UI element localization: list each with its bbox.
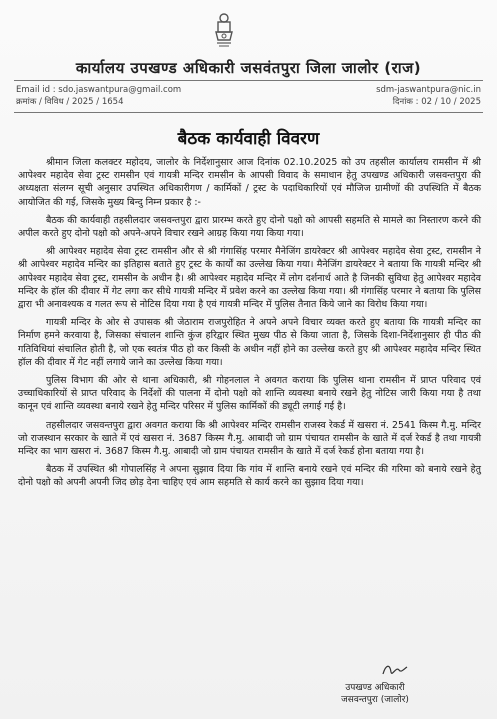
paragraph: श्रीमान जिला कलक्टर महोदय, जालोर के निर्देशानुसार आज दिनांक 02.10.2025 को उप तहसील कार्यालय रामसीन में श्री आपेश्वर महादेव सेवा ट्रस्ट रामसीन एवं गायत्री मन्दिर रामसीन के आपसी विवाद के समाधान हेतु उपखण्ड अधिकारी जसवन्तपुरा की अध्यक्षता संलग्न सूची अनुसार उपस्थित अधिकारीगण / कार्मिकों / ट्रस्ट के पदाधिकारियों एवं मौजिज ग्रामीणों की उपस्थिति में बैठक आयोजित की गई, जिसके मुख्य बिन्दु निम्न प्रकार है :-	[18, 157, 481, 208]
paragraph: गायत्री मन्दिर के ओर से उपासक श्री जेठाराम राजपुरोहित ने अपने अपने विचार व्यक्त करते हुए बताया कि गायत्री मन्दिर का निर्माण हमने करवाया है, जिसका संचालन शान्ति कुंज हरिद्वार स्थित मुख्य पीठ से किया जाता है, जिसके दिशा-निर्देशानुसार ही पीठ की गतिविधियां संचालित होती है, जो एक स्वतंत्र पीठ हो कर किसी के अधीन नहीं होने का उल्लेख करते हुए श्री आपेश्वर महादेव मन्दिर स्थित हॉल की दीवार में गेट नहीं लगाये जाने का उल्लेख किया गया।	[18, 317, 481, 368]
header-divider-top	[14, 80, 483, 81]
signature-block	[300, 682, 450, 706]
paragraph: तहसीलदार जसवन्तपुरा द्वारा अवगत कराया कि श्री आपेश्वर मन्दिर रामसीन राजस्व रेकर्ड में खसरा नं. 2541 किस्म गै.मु. मन्दिर जो राजस्थान सरकार के खाते में एवं खसरा नं. 3687 किस्म गै.मु. आबादी जो ग्राम पंचायत रामसीन के खाते में दर्ज रेकर्ड है तथा गायत्री मन्दिर का भाग खसरा नं. 3687 किस्म गै.मु. आबादी जो ग्राम पंचायत रामसीन के खाते में दर्ज रेकर्ड होना बताया गया है।	[18, 419, 481, 458]
paragraph: बैठक में उपस्थित श्री गोपालसिंह ने अपना सुझाव दिया कि गांव में शान्ति बनाये रखने एवं मन्दिर की गरिमा को बनाये रखने हेतु दोनो पक्षो को अपनी अपनी जिद छोड़ देना चाहिए एवं आम सहमति से कार्य करने का सुझाव दिया गया।	[18, 464, 481, 489]
header-meta-right	[376, 84, 481, 108]
order-number: क्रमांक / विविध / 2025 / 1654	[16, 97, 124, 107]
paragraph: पुलिस विभाग की ओर से थाना अधिकारी, श्री गोहनलाल ने अवगत कराया कि पुलिस थाना रामसीन में प्राप्त परिवाद एवं उच्चाधिकारियों से प्राप्त परिवाद के निर्देशों की पालना में दोनो पक्षो को शान्ति व्यवस्था बनाये रखने हेतु नोटिस जारी किया गया है तथा कानून एवं शान्ति व्यवस्था बनाये रखने हेतु मन्दिर परिसर में पुलिस कार्मिकों की ड्यूटी लगाई गई है।	[18, 375, 481, 413]
header-meta-left	[16, 84, 181, 108]
office-email: Email id : sdo.jaswantpura@gmail.com	[16, 85, 182, 95]
issue-date: दिनांक : 02 / 10 / 2025	[392, 97, 481, 107]
document-heading: बैठक कार्यवाही विवरण	[177, 129, 320, 149]
nic-email: sdm-jaswantpura@nic.in	[376, 85, 481, 95]
signature-icon	[380, 660, 410, 680]
signer-place: जसवन्तपुरा (जालोर)	[341, 695, 409, 705]
signer-designation: उपखण्ड अधिकारी	[345, 683, 405, 693]
paragraph: श्री आपेश्वर महादेव सेवा ट्रस्ट रामसीन और से श्री गंगासिंह परमार मैनेजिंग डायरेक्टर श्री आपेश्वर महादेव सेवा ट्रस्ट, रामसीन ने श्री आपेश्वर महादेव मन्दिर का इतिहास बताते हुए ट्रस्ट के कार्यों का उल्लेख किया गया। मैनेजिंग डायरेक्टर ने बताया कि गायत्री मन्दिर श्री आपेश्वर महादेव सेवा ट्रस्ट, रामसीन के अधीन है। श्री आपेश्वर महादेव मन्दिर में लोग दर्शनार्थ आते है जिनकी सुविधा हेतु आपेश्वर महादेव मन्दिर के हॉल की दीवार में गेट लगा कर सीधे गायत्री मन्दिर में प्रवेश करने का उल्लेख किया गया। श्री गंगासिंह परमार ने बताया कि पुलिस द्वारा भी अनावश्यक व गलत रूप से नोटिस दिया गया है एवं गायत्री मन्दिर में पुलिस तैनात किये जाने का विरोध किया गया।	[18, 246, 481, 311]
office-title: कार्यालय उपखण्ड अधिकारी जसवंतपुरा जिला जालोर (राज)	[75, 59, 422, 77]
ashoka-emblem-icon	[207, 12, 241, 56]
paragraph: बैठक की कार्यवाही तहसीलदार जसवन्तपुरा द्वारा प्रारम्भ करते हुए दोनो पक्षो को आपसी सहमति से मामले का निस्तारण करने की अपील करते हुए दोनो पक्षो को अपने-अपने विचार रखने आग्रह किया गया किया गया।	[18, 214, 481, 240]
header-divider-bottom	[14, 112, 483, 113]
document-body	[18, 156, 481, 495]
